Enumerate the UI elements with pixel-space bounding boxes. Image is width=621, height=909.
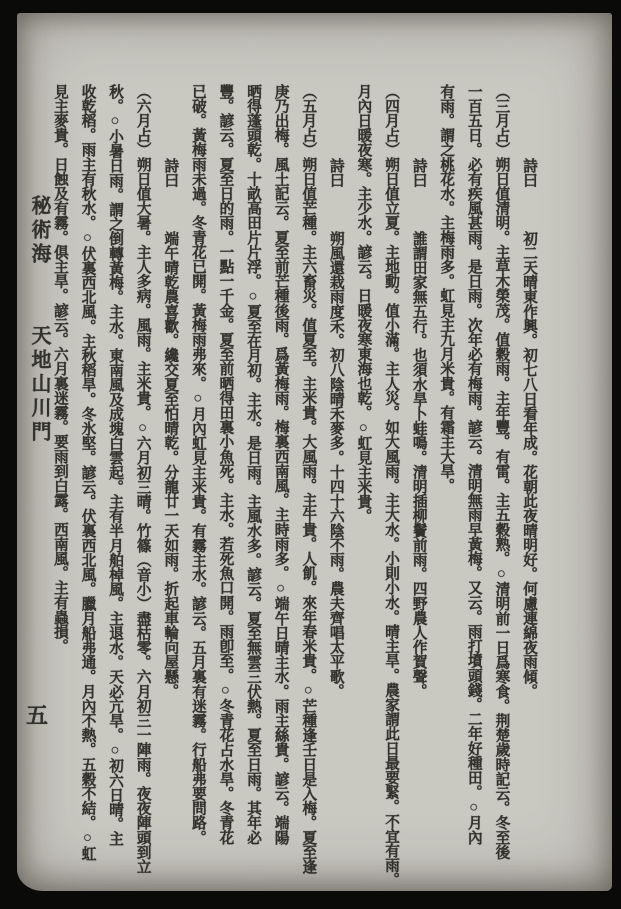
text-column — [156, 84, 184, 896]
column-text: 庚乃出梅。風土記云。夏至前芒種後雨。爲黃梅雨。梅裏西南風。主時雨多。○端午日晴主水。雨主絲貴。諺云。端陽 — [272, 84, 289, 845]
text-column — [294, 84, 322, 896]
column-text: 端午晴乾農喜歡。纔交夏至怕晴乾。分龍廿一天如雨。折起車輪向屋懸。 — [162, 230, 179, 699]
text-column — [266, 84, 294, 896]
poem-label: 詩曰 — [521, 158, 537, 188]
text-column — [376, 84, 404, 896]
column-text: 月內日暖夜寒。主少水。諺云。日暖夜寒東海也乾。○虹見主米貴。 — [355, 84, 372, 524]
text-column — [321, 84, 349, 896]
text-block — [42, 84, 542, 896]
text-column — [183, 84, 211, 896]
column-text: （六月占）朔日值大暑。主人多病。風雨。主米貴。○六月初三晴。竹篠（音小）盡枯零。六月初三一陣雨。夜夜陣頭到立 — [134, 84, 151, 874]
page-number: 五 — [26, 703, 49, 728]
column-text: 誰謂田家無五行。也須水旱卜蛙鳴。清明插柳鬢前雨。四野農人作賀聲。 — [410, 230, 427, 699]
column-text: （三月占）朔日值清明。主草木榮茂。值穀雨。主年豐。有雷。主五穀熟。○清明前一日爲寒食。荆楚歲時記云。冬至後 — [493, 84, 510, 860]
text-column — [487, 84, 515, 896]
column-text: 收乾稻。雨主有秋水。○伏裏西北風。主秋稻旱。冬氷堅。諺云。伏裏西北風。臘月船弗通。月內不熱。五穀不結。○虹 — [79, 84, 96, 861]
column-text: 初二天晴東作興。初七八日看年成。花朝此夜晴明好。何慮連綿夜雨傾。 — [521, 230, 537, 699]
text-column — [514, 84, 542, 896]
column-text: 豐。諺云。夏至日的雨。一點一千金。夏至前晒得田裏小魚死。主水。若死魚口開。雨卽至。○冬青花占水旱。冬青花 — [217, 84, 234, 845]
book-page — [17, 13, 612, 891]
section-title: 天地山川門 — [28, 325, 50, 445]
text-column — [349, 84, 377, 896]
text-column — [432, 84, 460, 896]
column-text: 晒得蓬頭乾。十畝高田片片浮。○夏至在月初。主水。是日雨。主風水多。諺云。夏至無雲三伏熱。夏至日雨。其年必 — [245, 84, 262, 845]
text-column — [128, 84, 156, 896]
poem-label: 詩曰 — [410, 158, 427, 188]
column-text: 已破。黃梅雨未過。冬青花已開。黃梅雨弗來。○月內虹見主米貴。有霧主水。諺云。五月裏有迷霧。行船弗要問路。 — [189, 84, 206, 845]
column-text: 一百五日。必有疾風甚雨。是日雨。次年必有梅雨。諺云。清明無雨早黃梅。又云。雨打墳頭錢。二年好種田。○月內 — [465, 84, 482, 845]
column-text: 秋。○小暑日雨。謂之倒轉黃梅。主水。東南風及成塊白雲起。主有半月舶棹風。主退水。天必亢旱。○初六日晴。主 — [107, 84, 124, 846]
poem-label: 詩曰 — [327, 158, 344, 188]
text-column — [73, 84, 101, 896]
text-column — [404, 84, 432, 896]
column-text: （五月占）朔日值芒種。主六畜災。值夏至。主米貴。大風雨。主牛貴。人飢。來年春米貴。○芒種逢壬日是入梅。夏至逢 — [300, 84, 317, 874]
column-text: 有雨。謂之桃花水。主梅雨多。虹見主九月米貴。有霜主大旱。 — [438, 84, 455, 493]
poem-label: 詩曰 — [162, 158, 179, 188]
column-text: （四月占）朔日值立夏。主地動。值小滿。主人災。如大風雨。主大水。小則小水。晴主旱。農家謂此日最要緊。不宜有雨。 — [383, 84, 400, 887]
column-text: 見主麥貴。日蝕及有霧。俱主旱。諺云。六月裏迷霧。要雨到白露。西南風。主有蟲損。 — [51, 84, 68, 654]
column-text: 朔風還栽雨度禾。初八陰晴禾麥多。十四十六陰不雨。農夫齊唱太平歌。 — [327, 230, 344, 699]
margin-column — [25, 195, 54, 445]
text-column — [101, 84, 129, 896]
text-column — [211, 84, 239, 896]
text-column — [459, 84, 487, 896]
book-title: 秘術海 — [28, 195, 50, 267]
text-column — [238, 84, 266, 896]
